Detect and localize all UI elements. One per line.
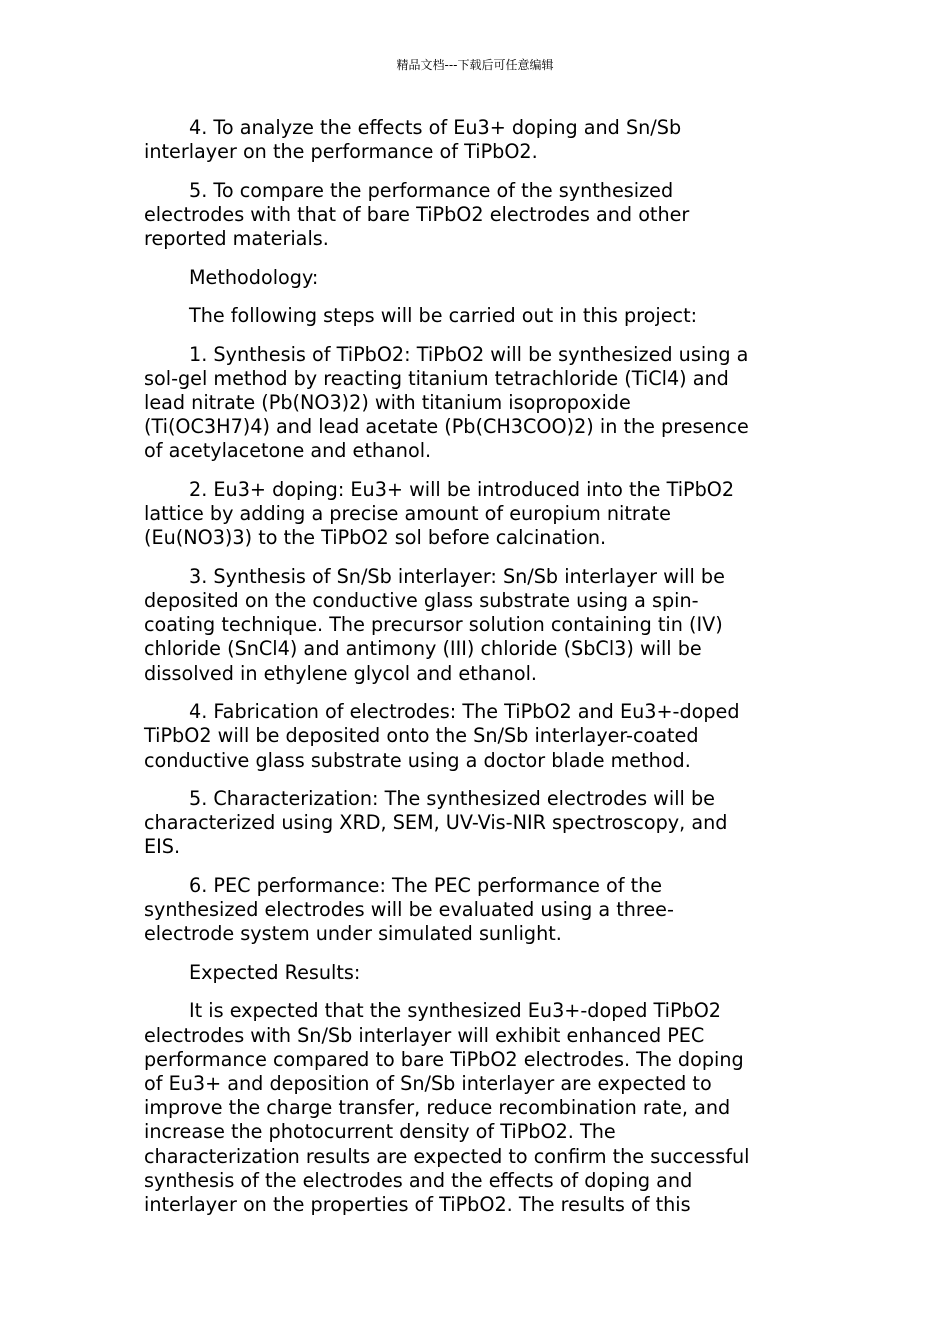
objective-4-paragraph: 4. To analyze the effects of Eu3+ doping and Sn/Sb interlayer on the performance of TiPbO2. (144, 116, 682, 164)
step-4-paragraph: 4. Fabrication of electrodes: The TiPbO2 and Eu3+-doped TiPbO2 will be deposited onto the Sn/Sb interlayer-coated conductive glass substrate using a doctor blade method. (144, 700, 740, 772)
expected-results-paragraph: It is expected that the synthesized Eu3+-doped TiPbO2 electrodes with Sn/Sb interlayer will exhibit enhanced PEC performance compared to bare TiPbO2 electrodes. The doping of Eu3+ and deposition of Sn/Sb interlayer are expected to improve the charge transfer, reduce recombination rate, and increase the photocurrent density of TiPbO2. The characterization results are expected to confirm the successful synthesis of the electrodes and the effects of doping and interlayer on the properties of TiPbO2. The results of this (144, 999, 750, 1216)
step-1-paragraph: 1. Synthesis of TiPbO2: TiPbO2 will be synthesized using a sol-gel method by reacting titanium tetrachloride (TiCl4) and lead nitrate (Pb(NO3)2) with titanium isopropoxide (Ti(OC3H7)4) and lead acetate (Pb(CH3COO)2) in the presence of acetylacetone and ethanol. (144, 342, 749, 463)
step-5-paragraph: 5. Characterization: The synthesized electrodes will be characterized using XRD, SEM, UV-Vis-NIR spectroscopy, and EIS. (144, 787, 728, 859)
expected-results-heading: Expected Results: (189, 960, 361, 984)
methodology-intro-paragraph: The following steps will be carried out in this project: (189, 304, 698, 328)
step-6-paragraph: 6. PEC performance: The PEC performance of the synthesized electrodes will be evaluated using a three- electrode system under simulated sunlight. (144, 873, 674, 946)
step-3-paragraph: 3. Synthesis of Sn/Sb interlayer: Sn/Sb interlayer will be deposited on the conductive glass substrate using a spin- coating technique. The precursor solution containing tin (IV) chloride (SnCl4) and antimony (III) chloride (SbCl3) will be dissolved in ethylene glycol and ethanol. (144, 564, 725, 685)
objective-5-paragraph: 5. To compare the performance of the synthesized electrodes with that of bare TiPbO2 electrodes and other reported materials. (144, 178, 690, 251)
methodology-heading: Methodology: (189, 265, 319, 289)
page-header: 精品文档---下载后可任意编辑 (396, 58, 554, 72)
document-body (144, 116, 806, 1231)
step-2-paragraph: 2. Eu3+ doping: Eu3+ will be introduced into the TiPbO2 lattice by adding a precise amount of europium nitrate (Eu(NO3)3) to the TiPbO2 sol before calcination. (144, 477, 735, 550)
